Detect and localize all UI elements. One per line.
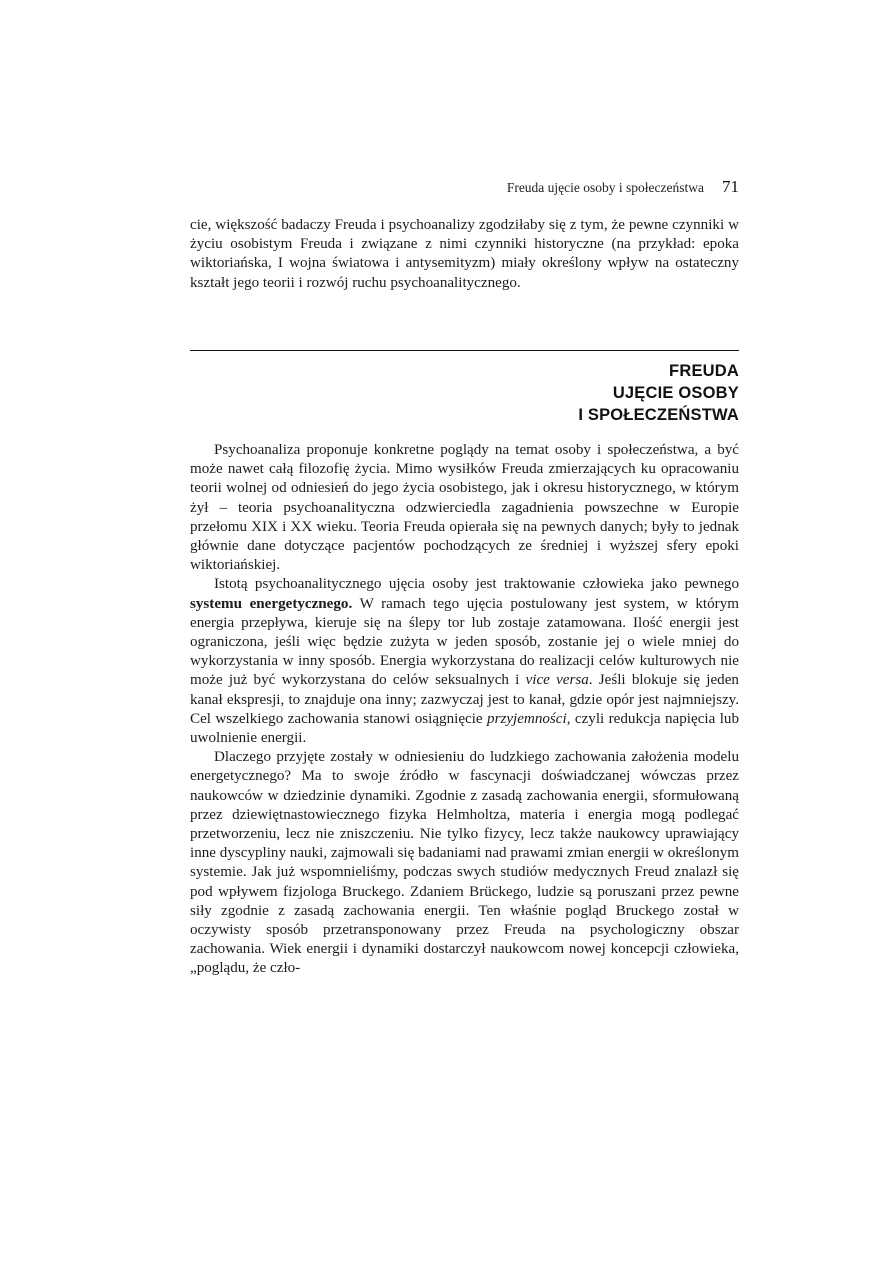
section-heading-line-2: UJĘCIE OSOBY [612,384,739,402]
section-heading-line-1: FREUDA [669,362,739,380]
italic-phrase-vice-versa: vice versa [525,672,589,689]
section-divider [190,350,739,351]
body-paragraph-1: Psychoanaliza proponuje konkretne poglądy na temat osoby i społeczeństwa, a być może nawet całą filozofię życia. Mimo wysiłków Freuda zmierzających ku opracowaniu teorii wolnej od odniesień do jego życia osobistego, jak i okresu historycznego, w którym żył – teoria psychoanalityczna odzwierciedla zagadnienia powszechne w Europie przełomu XIX i XX wieku. Teoria Freuda opierała się na pewnych danych; były to jednak głównie dane dotyczące pacjentów pochodzących ze średniej i wyższej sfery epoki wiktoriańskiej. [190,442,739,574]
intro-paragraph: cie, większość badaczy Freuda i psychoanalizy zgodziłaby się z tym, że pewne czynniki w życiu osobistym Freuda i związane z nimi czynniki historyczne (na przykład: epoka wiktoriańska, I wojna światowa i antysemityzm) miały określony wpływ na ostateczny kształt jego teorii i rozwój ruchu psychoanalitycznego. [190,217,739,291]
paragraph-2-text-d: , czyli redukcja napięcia lub uwolnienie energii. [190,710,739,747]
body-paragraph-3: Dlaczego przyjęte zostały w odniesieniu do ludzkiego zachowania założenia modelu energetycznego? Ma to swoje źródło w fascynacji doświadczanej wówczas przez naukowców w dziedzinie dynamiki. Zgodnie z zasadą zachowania energii, sformułowaną przez dziewiętnastowiecznego fizyka Helmholtza, materia i energia mogą podlegać przetworzeniu, lecz nie zniszczeniu. Nie tylko fizycy, lecz także naukowcy uprawiający inne dyscypliny nauki, zajmowali się badaniami nad prawami zmian energii w określonym systemie. Jak już wspomnieliśmy, podczas swych studiów medycznych Freud znalazł się pod wpływem fizjologa Bruckego. Zdaniem Brückego, ludzie są poruszani przez pewne siły zgodnie z zasadą zachowania energii. Ten właśnie pogląd Bruckego został w oczywisty sposób przetransponowany przez Freuda na psychologiczny obszar zachowania. Wiek energii i dynamiki dostarczył naukowcom nowej koncepcji człowieka, „poglądu, że czło- [190,749,739,977]
body-paragraph-2 [190,575,739,748]
emphasized-term: systemu energetycznego. [190,595,353,612]
page-number: 71 [722,177,739,196]
paragraph-2-text-a: Istotą psychoanalitycznego ujęcia osoby jest traktowanie człowieka jako pewnego [214,576,739,593]
section-heading [190,360,739,426]
paragraph-2-text-c: . Jeśli blokuje się jeden kanał ekspresji, to znajduje ona inny; zazwyczaj jest to kanał, gdzie opór jest najmniejszy. Cel wszelkiego zachowania stanowi osiągnięcie [190,672,739,727]
italic-term-pleasure: przyjemności [487,710,567,727]
running-header [190,177,739,199]
body-text [190,441,739,979]
running-title: Freuda ujęcie osoby i społeczeństwa [506,180,704,195]
intro-paragraph-block [190,216,739,293]
section-heading-line-3: I SPOŁECZEŃSTWA [578,406,739,424]
paragraph-2-text-b: W ramach tego ujęcia postulowany jest system, w którym energia przepływa, kieruje się na ślepy tor lub zostaje zatamowana. Ilość energii jest ograniczona, jeśli więc będzie zużyta w jeden sposób, zostanie jej o wiele mniej do wykorzystania w inny sposób. Energia wykorzystana do realizacji celów kulturowych nie może już być wykorzystana do celów seksualnych i [190,595,739,689]
